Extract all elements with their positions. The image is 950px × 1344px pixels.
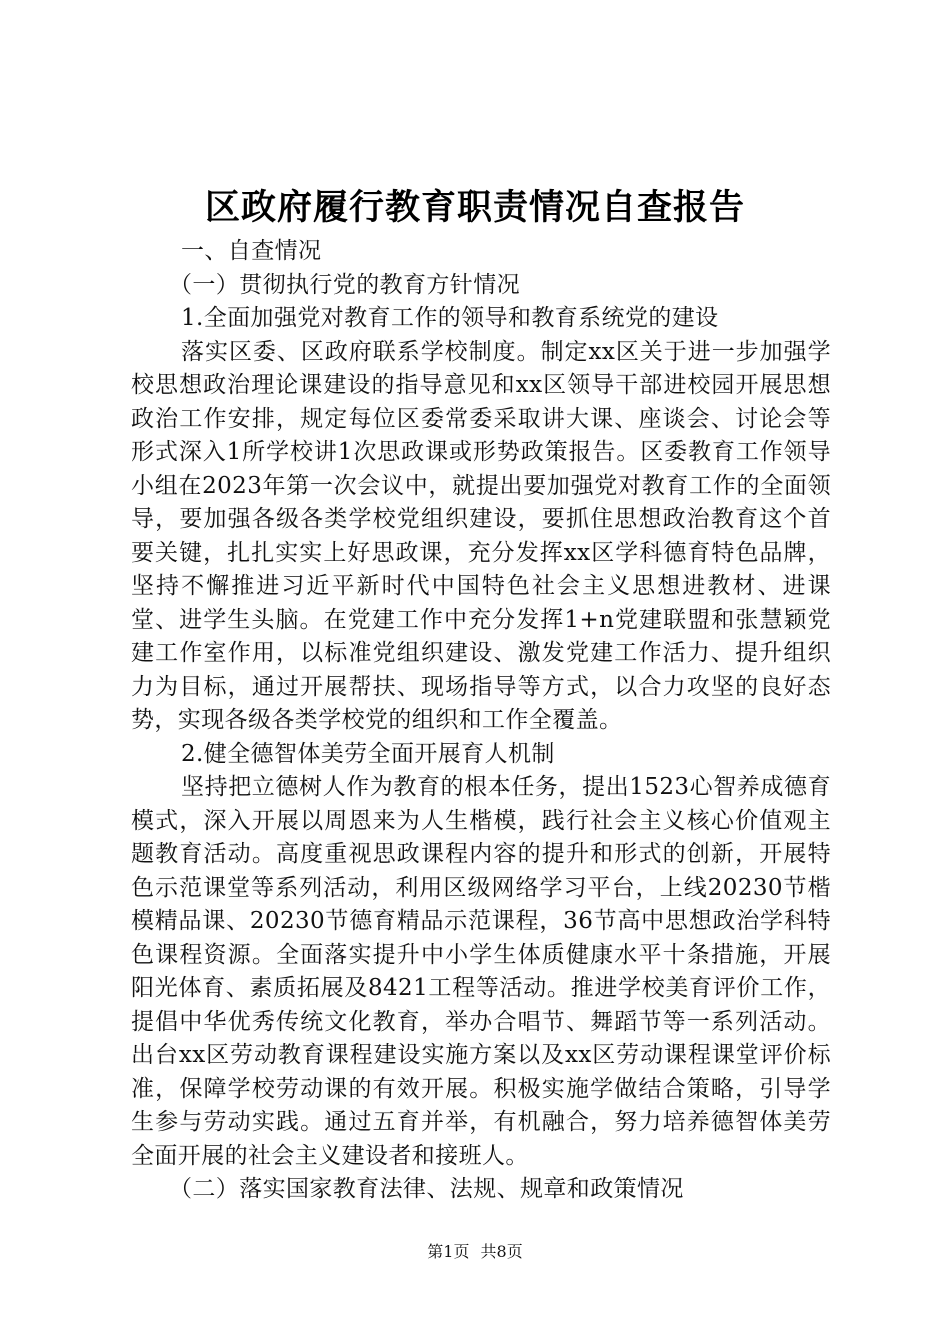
document-body <box>131 235 831 1207</box>
item-heading-1: 1.全面加强党对教育工作的领导和教育系统党的建设 <box>181 305 719 331</box>
subsection-heading-1: （一）贯彻执行党的教育方针情况 <box>169 271 520 298</box>
page-footer <box>0 1240 950 1264</box>
document-title: 区政府履行教育职责情况自查报告 <box>204 187 745 228</box>
page-number: 第1页 <box>427 1242 470 1261</box>
item-paragraph-1: 落实区委、区政府联系学校制度。制定xx区关于进一步加强学校思想政治理论课建设的指导意见和xx区领导干部进校园开展思想政治工作安排，规定每位区委常委采取讲大课、座谈会、讨论会等形式深入1所学校讲1次思政课或形势政策报告。区委教育工作领导小组在2023年第一次会议中，就提出要加强党对教育工作的全面领导，要加强各级各类学校党组织建设，要抓住思想政治教育这个首要关键，扎扎实实上好思政课，充分发挥xx区学科德育特色品牌，坚持不懈推进习近平新时代中国特色社会主义思想进教材、进课堂、进学生头脑。在党建工作中充分发挥1+n党建联盟和张慧颖党建工作室作用，以标准党组织建设、激发党建工作活力、提升组织力为目标，通过开展帮扶、现场指导等方式，以合力攻坚的良好态势，实现各级各类学校党的组织和工作全覆盖。 <box>131 338 831 733</box>
item-paragraph-2: 坚持把立德树人作为教育的根本任务，提出1523心智养成德育模式，深入开展以周恩来为人生楷模，践行社会主义核心价值观主题教育活动。高度重视思政课程内容的提升和形式的创新，开展特色示范课堂等系列活动，利用区级网络学习平台，上线20230节楷模精品课、20230节德育精品示范课程，36节高中思想政治学科特色课程资源。全面落实提升中小学生体质健康水平十条措施，开展阳光体育、素质拓展及8421工程等活动。推进学校美育评价工作，提倡中华优秀传统文化教育，举办合唱节、舞蹈节等一系列活动。出台xx区劳动教育课程建设实施方案以及xx区劳动课程课堂评价标准，保障学校劳动课的有效开展。积极实施学做结合策略，引导学生参与劳动实践。通过五育并举，有机融合，努力培养德智体美劳全面开展的社会主义建设者和接班人。 <box>131 774 831 1169</box>
item-heading-2: 2.健全德智体美劳全面开展育人机制 <box>181 740 555 767</box>
subsection-heading-2: （二）落实国家教育法律、法规、规章和政策情况 <box>169 1176 684 1202</box>
section-heading-1: 一、自查情况 <box>181 238 322 264</box>
page-total: 共8页 <box>480 1242 523 1261</box>
